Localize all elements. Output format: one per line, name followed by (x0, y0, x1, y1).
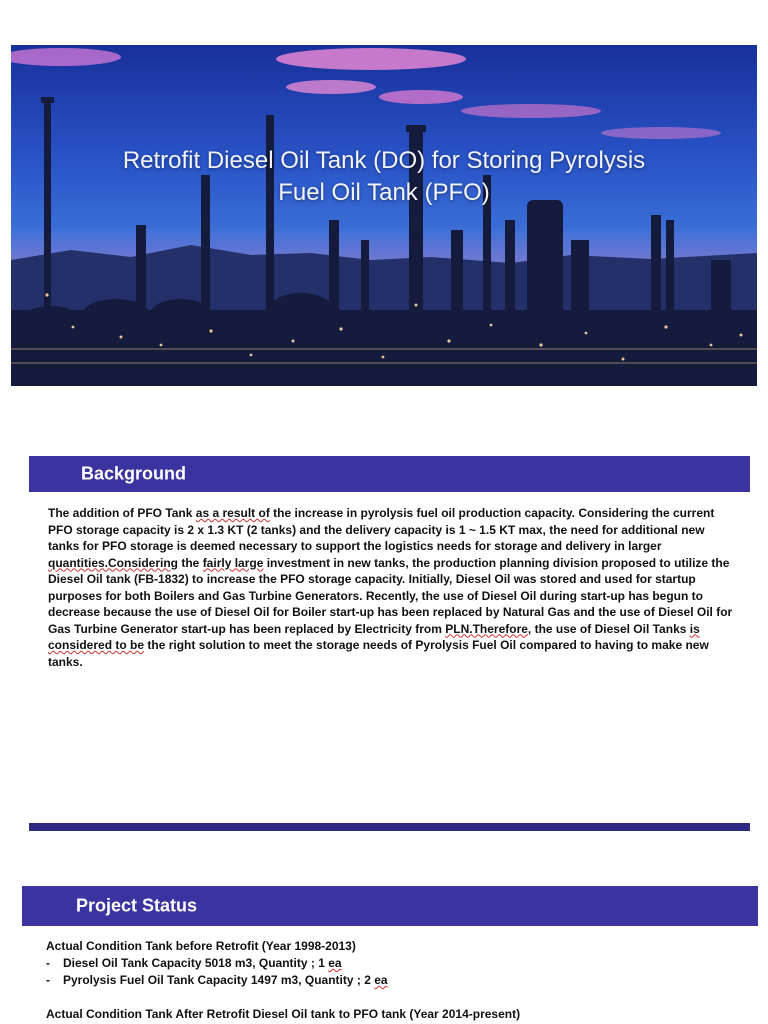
hero-title (51, 145, 717, 209)
spelling-flagged-text: quantities.Considering (48, 555, 179, 570)
background-paragraph (48, 505, 738, 670)
hero-title-line-1: Retrofit Diesel Oil Tank (DO) for Storing Pyrolysis (122, 147, 646, 174)
refinery-night-illustration (11, 45, 757, 386)
spelling-flagged-text: PLN.Therefore (445, 621, 528, 636)
project-status-section-header (22, 886, 758, 926)
background-heading: Background (81, 463, 187, 484)
text-run: the right solution to meet the storage needs of Pyrolysis Fuel Oil compared to having to make new tanks. (48, 638, 709, 669)
text-run: investment in new tanks, the production planning division proposed to utilize the Diesel Oil tank (FB-1832) to increase the PFO storage capacity. Initially, Diesel Oil was stored and used for startup purposes for both Boilers and Gas Turbine Generators. Recently, the use of Diesel Oil during start-up has begun to decrease because the use of Diesel Oil for Boiler start-up has been replaced by Natural Gas and the use of Diesel Oil for Gas Turbine Generator start-up has been replaced by Electricity from (48, 555, 733, 636)
text-run: The addition of PFO Tank (48, 506, 196, 520)
after-retrofit-title: Actual Condition Tank After Retrofit Diesel Oil tank to PFO tank (Year 2014-present) (46, 1007, 521, 1021)
section-divider (29, 823, 750, 831)
text-run: the (178, 555, 203, 570)
hero-title-line-2: Fuel Oil Tank (PFO) (278, 179, 490, 206)
list-item (46, 955, 746, 972)
text-run: , the use of Diesel Oil Tanks (527, 621, 690, 636)
spelling-flagged-text: ea (328, 956, 342, 970)
before-retrofit-title: Actual Condition Tank before Retrofit (Year 1998-2013) (46, 939, 356, 953)
list-item-text: Diesel Oil Tank Capacity 5018 m3, Quantity ; 1 (63, 956, 329, 970)
background-section-header (29, 456, 750, 492)
grammar-flagged-text: as a result of (195, 506, 270, 520)
grammar-flagged-text: is considered to be (48, 621, 700, 652)
spacer (46, 989, 746, 1006)
project-status-heading: Project Status (76, 895, 198, 916)
bullet-dash: - (46, 973, 50, 987)
text-run: the increase in pyrolysis fuel oil production capacity. Considering the current PFO storage capacity is 2 x 1.3 KT (2 tanks) and the delivery capacity is 1 ~ 1.5 KT max, the need for additional new tanks for PFO storage is deemed necessary to support the logistics needs for storage and delivery in larger (48, 506, 715, 553)
project-status-content (46, 938, 746, 1023)
hero-banner (11, 45, 757, 386)
spelling-flagged-text: ea (374, 973, 388, 987)
bullet-dash: - (46, 956, 50, 970)
list-item (46, 972, 746, 989)
grammar-flagged-text: fairly large (202, 555, 264, 570)
list-item-text: Pyrolysis Fuel Oil Tank Capacity 1497 m3, Quantity ; 2 (63, 973, 375, 987)
